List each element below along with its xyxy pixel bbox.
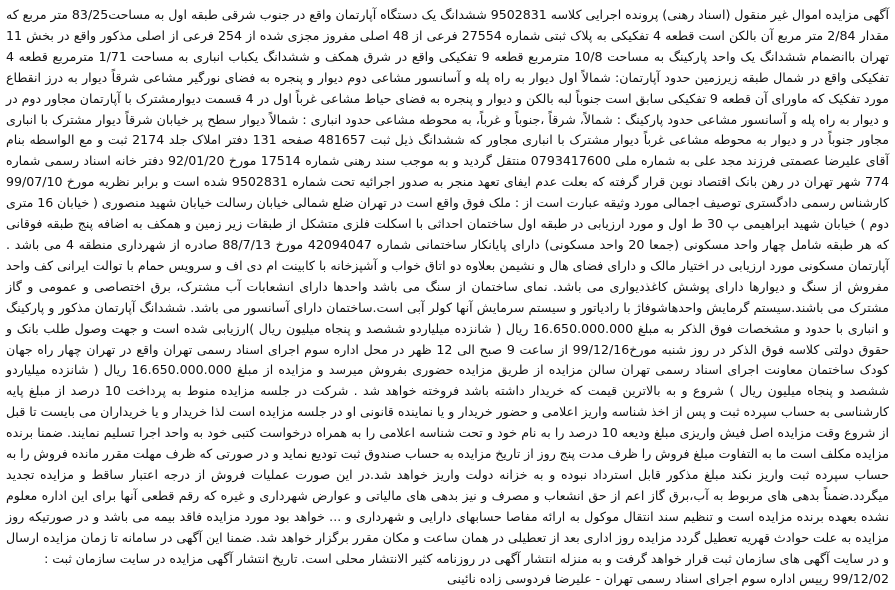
notice-signature: 99/12/02 رییس اداره سوم اجرای اسناد رسمی تهران - علیرضا فردوسی زاده نائینی — [446, 571, 889, 587]
notice-body: آگهی مزایده اموال غیر منقول (اسناد رهنی) پرونده اجرایی کلاسه 9502831 ششدانگ یک دستگاه آپارتمان واقع در جنوب شرقی طبقه اول به مساحت83/25 متر مربع که مقدار 2/84 متر مربع آن بالکن است قطعه 4 تفکیکی به پلاک ثبتی شماره 27554 فرعی از 48 اصلی مفروز مجزی شده از 254 فرعی از اصلی مذکور واقع در بخش 11 تهران باانضمام ششدانگ یک واحد پارکینگ به مساحت 10/8 مترمربع قطعه 9 تفکیکی واقع در شرق همکف و ششدانگ یکباب انباری به مساحت 1/71 مترمربع قطعه 4 تفکیکی واقع در شمال طبقه زیرزمین حدود آپارتمان: شمالاً اول دیوار به راه پله و آسانسور مشاعی دوم دیوار و پنجره به فضای نورگیر مشاعی شرقاً دیوار به درز انقطاع مورد تفکیک که ماورای آن قطعه 9 تفکیکی سابق است جنوباً لبه بالکن و دیوار و پنجره به فضای حیاط مشاعی غرباً اول در 4 قسمت دیوارمشترک با آپارتمان مجاور دوم در و دیوار به راه پله و آسانسور مشاعی حدود پارکینگ : شمالاً، شرقاً ،جنوباً و غرباً، به محوطه مشاعی حدود انباری : شمالاً دیوار سطح پر خیابان شرقاً دیوار مشترک با انباری مجاور جنوباً در و دیوار به محوطه مشاعی غرباً دیوار مشترک با انباری مجاور که ششدانگ ذیل ثبت 481657 صفحه 131 دفتر املاک جلد 2174 ثبت و مع الواسطه بنام آقای علیرضا عصمتی فرزند مجد علی به شماره ملی 0793417600 منتقل گردید و به موجب سند رهنی شماره 17514 مورخ 92/01/20 دفتر خانه اسناد رسمی شماره 774 شهر تهران در رهن بانک اقتصاد نوین قرار گرفته که بعلت عدم ایفای تعهد منجر به صدور اجرائیه تحت شماره 9502831 شده است و برابر نظریه مورخ 99/07/10 کارشناس رسمی دادگستری توصیف اجمالی مورد وثیقه عبارت است از : ملک فوق واقع است در تهران ضلع شمالی خیابان رسالت خیابان شهید منصوری ( خیابان 16 متری دوم ) خیابان شهید ابراهیمی پ 30 ط اول و مورد ارزیابی در طبقه اول ساختمان احداثی با اسکلت فلزی متشکل از طبقات زیر زمین و همکف به اضافه پنج طبقه فوقانی که هر طبقه شامل چهار واحد مسکونی (جمعا 20 واحد مسکونی) دارای پایانکار ساختمانی شماره 42094047 مورخ 88/7/13 صادره از شهرداری منطقه 4 می باشد . آپارتمان مسکونی مورد ارزیابی در اختیار مالک و دارای فضای هال و نشیمن بعلاوه دو اتاق خواب و آشپزخانه با کابینت ام دی اف و سرویس حمام با توالت ایرانی کف واحد مفروش از سنگ و دیوارها دارای پوشش کاغذدیواری می باشد. نمای ساختمان از سنگ می باشد واحدها دارای انشعابات آب مشترک، برق اختصاصی و عمومی و گاز مشترک می باشند.سیستم گرمایش واحدهاشوفاژ با رادیاتور و سیستم سرمایش آنها کولر آبی است.ساختمان دارای آسانسور می باشد. ششدانگ آپارتمان مذکور و پارکینگ و انباری با حدود و مشخصات فوق الذکر به مبلغ 16.650.000.000 ریال ( شانزده میلیاردو ششصد و پنجاه میلیون ریال )ارزیابی شده است و جهت وصول طلب بانک و حقوق دولتی کلاسه فوق الذکر در روز شنبه مورخ99/12/16 از ساعت 9 صبح الی 12 ظهر در محل اداره سوم اجرای اسناد رسمی تهران واقع در تهران چهار راه جهان کودک ساختمان معاونت اجرای اسناد رسمی تهران سالن مزایده از طریق مزایده حضوری بفروش میرسد و مزایده از مبلغ 16.650.000.000 ریال ( شانزده میلیاردو ششصد و پنجاه میلیون ریال ) شروع و به بالاترین قیمت که خریدار داشته باشد فروخته خواهد شد . شرکت در جلسه مزایده منوط به پرداخت 10 درصد از مبلغ پایه کارشناسی به حساب سپرده ثبت و پس از اخذ شناسه واریز اعلامی و حضور خریدار و یا نماینده قانونی او در جلسه مزایده است لذا خریدار و یا خریداران می بایست تا قبل از شروع وقت مزایده اصل فیش واریزی مبلغ ودیعه 10 درصد را به نام خود و تحت شناسه اعلامی را به همراه درخواست کتبی خود به واحد اجرا تسلیم نمایند. ضمنا برنده مزایده مکلف است ما به التفاوت مبلغ فروش را ظرف مدت پنج روز از تاریخ مزایده به حساب صندوق ثبت تودیع نماید و در صورتی که ظرف مهلت مقرر مانده فروش را به حساب سپرده ثبت واریز نکند مبلغ مذکور قابل استرداد نبوده و به خزانه دولت واریز خواهد شد.در این صورت عملیات فروش از درجه اعتبار ساقط و مزایده تجدید میگردد.ضمناً بدهی های مربوط به آب،برق گاز اعم از حق انشعاب و مصرف و نیز بدهی های مالیاتی و عوارض شهرداری و غیره که رقم قطعی آنها برای این اداره معلوم نشده بعهده برنده مزایده است و تنظیم سند انتقال موکول به ارائه مفاصا حسابهای دارایی و شهرداری و ... خواهد بود مورد مزایده فاقد بیمه می باشد و در صورتیکه روز مزایده به علت حوادث قهریه تعطیل گردد مزایده روز اداری بعد از تعطیلی در همان ساعت و مکان مقرر برگزار خواهد شد. ضمنا این آگهی در سامانه تا زمان مزایده ارسال و در سایت آگهی های سازمان ثبت قرار خواهد گرفت و به منزله انتشار آگهی در روزنامه کثیر الانتشار محلی است. تاریخ انتشار آگهی مزایده در سایت سازمان ثبت : — [6, 7, 890, 566]
